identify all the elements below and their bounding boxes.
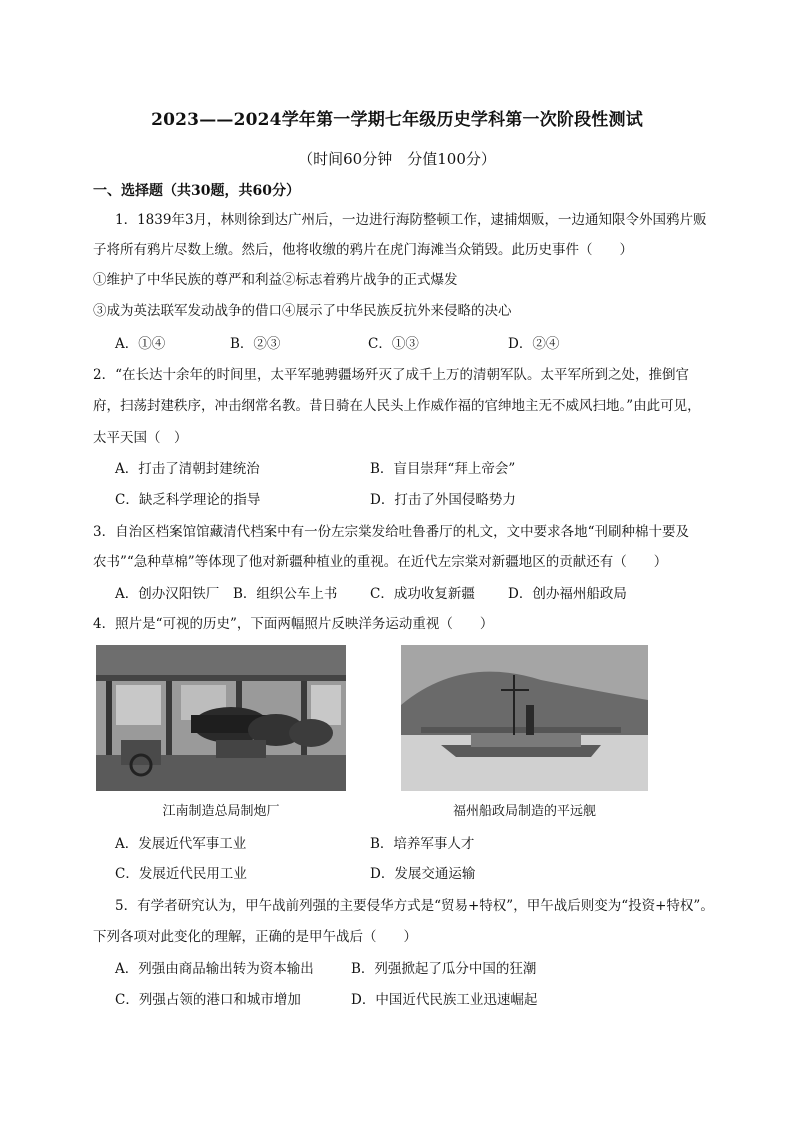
option-d[interactable]: D．发展交通运输 — [370, 866, 476, 882]
option-a[interactable]: A．发展近代军事工业 — [115, 836, 247, 852]
q2-line: 府，扫荡封建秩序，冲击纲常名教。昔日骑在人民头上作威作福的官绅地主无不威风扫地。”由此可见， — [93, 398, 701, 414]
option-b[interactable]: B．列强掀起了瓜分中国的狂潮 — [351, 961, 537, 977]
option-c[interactable]: C．成功收复新疆 — [370, 586, 475, 602]
q5-line: 下列各项对此变化的理解，正确的是甲午战后（ ） — [93, 929, 417, 945]
option-c[interactable]: C．列强占领的港口和城市增加 — [115, 992, 301, 1008]
option-c[interactable]: C．发展近代民用工业 — [115, 866, 247, 882]
option-a[interactable]: A．列强由商品输出转为资本输出 — [115, 961, 314, 977]
warship-photo-illustration — [401, 645, 648, 791]
arsenal-photo-illustration — [96, 645, 346, 791]
q5-line: 5．有学者研究认为，甲午战前列强的主要侵华方式是“贸易+特权”，甲午战后则变为“投资+特权”。 — [115, 898, 714, 914]
option-b[interactable]: B．盲目崇拜“拜上帝会” — [370, 461, 516, 477]
q3-line: 农书”“急种草棉”等体现了他对新疆种植业的重视。在近代左宗棠对新疆地区的贡献还有（ ） — [93, 554, 668, 570]
q1-statements: ③成为英法联军发动战争的借口④展示了中华民族反抗外来侵略的决心 — [93, 303, 512, 319]
warship-photo — [401, 645, 648, 791]
q4-line: 4．照片是“可视的历史”，下面两幅照片反映洋务运动重视（ ） — [93, 616, 494, 632]
q1-statements: ①维护了中华民族的尊严和利益②标志着鸦片战争的正式爆发 — [93, 272, 458, 288]
option-d[interactable]: D．创办福州船政局 — [508, 586, 627, 602]
option-c[interactable]: C．缺乏科学理论的指导 — [115, 492, 261, 508]
photo-caption-left: 江南制造总局制炮厂 — [162, 804, 280, 819]
q3-line: 3．自治区档案馆馆藏清代档案中有一份左宗棠发给吐鲁番厅的札文，文中要求各地“刊刷种棉十要及 — [93, 524, 689, 540]
q2-line: 2．“在长达十余年的时间里，太平军驰骋疆场歼灭了成千上万的清朝军队。太平军所到之处，推倒官 — [93, 367, 689, 383]
option-a[interactable]: A．打击了清朝封建统治 — [115, 461, 260, 477]
option-b[interactable]: B．②③ — [230, 336, 281, 352]
option-a[interactable]: A．①④ — [115, 336, 166, 352]
option-d[interactable]: D．中国近代民族工业迅速崛起 — [351, 992, 538, 1008]
arsenal-photo — [96, 645, 346, 791]
q2-line: 太平天国（ ） — [93, 430, 188, 446]
q1-line: 1．1839年3月，林则徐到达广州后，一边进行海防整顿工作，逮捕烟贩，一边通知限令外国鸦片贩 — [115, 212, 707, 228]
photo-caption-right: 福州船政局制造的平远舰 — [452, 804, 596, 819]
exam-subtitle: （时间60分钟 分值100分） — [298, 150, 496, 168]
exam-title: 2023——2024学年第一学期七年级历史学科第一次阶段性测试 — [151, 110, 643, 130]
option-a[interactable]: A．创办汉阳铁厂 — [115, 586, 220, 602]
q1-line: 子将所有鸦片尽数上缴。然后，他将收缴的鸦片在虎门海滩当众销毁。此历史事件（ ） — [93, 242, 633, 258]
section-heading: 一、选择题（共30题，共60分） — [93, 183, 300, 199]
option-b[interactable]: B．组织公车上书 — [233, 586, 338, 602]
option-d[interactable]: D．打击了外国侵略势力 — [370, 492, 516, 508]
option-d[interactable]: D．②④ — [508, 336, 560, 352]
option-b[interactable]: B．培养军事人才 — [370, 836, 475, 852]
option-c[interactable]: C．①③ — [368, 336, 419, 352]
